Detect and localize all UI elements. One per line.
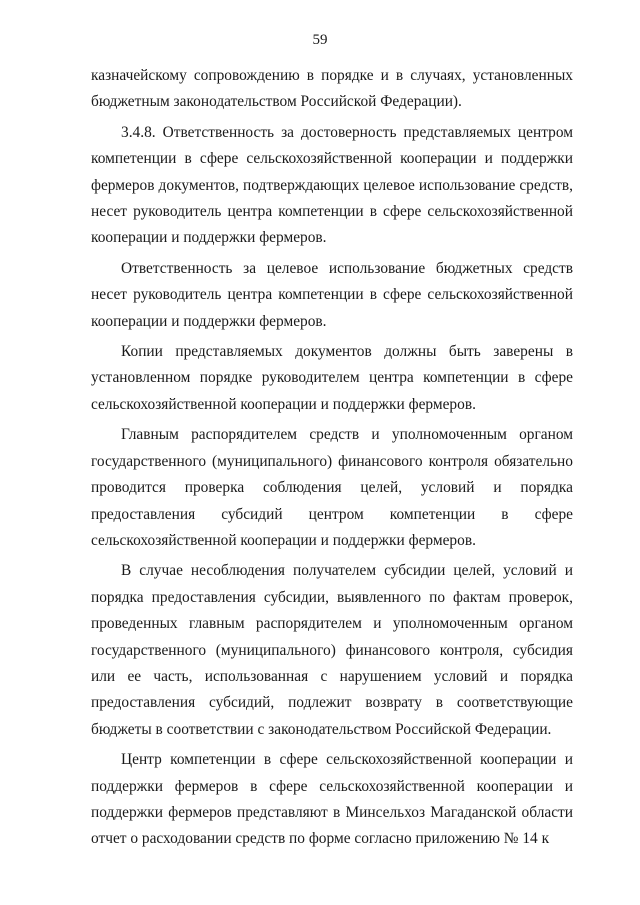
page-number: 59 (312, 32, 328, 48)
paragraph-expense-report: Центр компетенции в сфере сельскохозяйственной кооперации и поддержки фермеров в сфере сельскохозяйственной кооперации и поддержки фермеров представляют в Минсельхоз Магаданской области отчет о расходовании средств по форме согласно приложению № 14 к (91, 751, 573, 848)
document-body (91, 63, 573, 853)
paragraph-budget-responsibility: Ответственность за целевое использование бюджетных средств несет руководитель центра компетенции в сфере сельскохозяйственной кооперации и поддержки фермеров. (91, 259, 573, 330)
paragraph-continuation: казначейскому сопровождению в порядке и в случаях, установленных бюджетным законодательством Российской Федерации). (91, 67, 573, 111)
paragraph-compliance-check: Главным распорядителем средств и уполномоченным органом государственного (муниципального) финансового контроля обязательно проводится проверка соблюдения целей, условий и порядка предоставления субсидий центром компетенции в сфере сельскохозяйственной кооперации и поддержки фермеров. (91, 426, 573, 549)
paragraph-document-copies: Копии представляемых документов должны быть заверены в установленном порядке руководителем центра компетенции в сфере сельскохозяйственной кооперации и поддержки фермеров. (91, 343, 573, 413)
paragraph-subsidy-return: В случае несоблюдения получателем субсидии целей, условий и порядка предоставления субсидии, выявленного по фактам проверок, проведенных главным распорядителем и уполномоченным органом государственного (муниципального) финансового контроля, субсидия или ее часть, использованная с нарушением условий и порядка предоставления субсидий, подлежит возврату в соответствующие бюджеты в соответствии с законодательством Российской Федерации. (91, 562, 573, 738)
paragraph-3-4-8: 3.4.8. Ответственность за достоверность представляемых центром компетенции в сфере сельскохозяйственной кооперации и поддержки фермеров документов, подтверждающих целевое использование средств, несет руководитель центра компетенции в сфере сельскохозяйственной кооперации и поддержки фермеров. (91, 123, 573, 247)
